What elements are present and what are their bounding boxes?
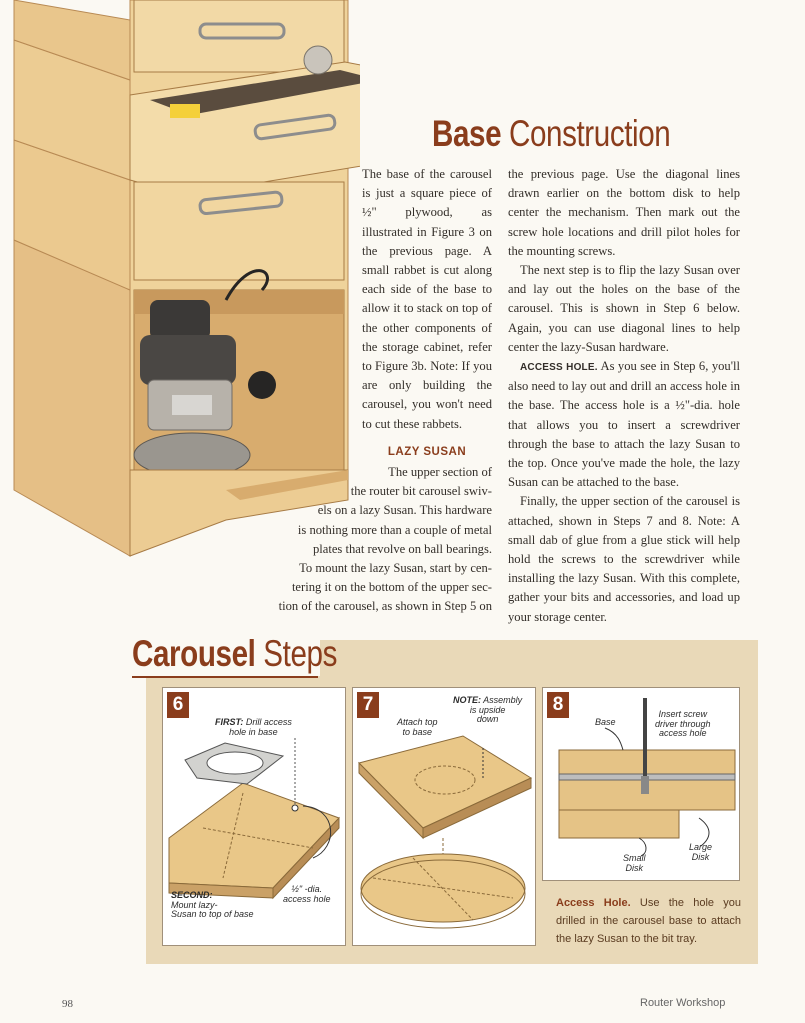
step-6-figure bbox=[162, 687, 346, 946]
title-bold: Base bbox=[432, 113, 502, 154]
col2-paragraph-4: Finally, the upper section of the carousel is attached, shown in Steps 7 and 8. Note: A small dab of glue from a glue stick will help hold the screws to the screwdriver while installing the lazy Susan. With this complete, gather your bits and accessories, and load up your storage center. bbox=[508, 494, 740, 624]
step-8-small-label: Small Disk bbox=[623, 853, 646, 873]
step-6-first-bold: FIRST: bbox=[215, 717, 244, 727]
steps-title bbox=[132, 632, 337, 676]
lazy-line-1: The upper section of bbox=[388, 465, 492, 479]
column-2 bbox=[508, 165, 740, 627]
steps-title-light: Steps bbox=[263, 633, 337, 674]
step-6-first-label bbox=[215, 718, 292, 737]
step-8-figure bbox=[542, 687, 740, 881]
step-6-second-text: Mount lazy- Susan to top of base bbox=[171, 899, 254, 919]
caption-lead: Access Hole. bbox=[556, 897, 631, 909]
step-8-caption bbox=[556, 894, 741, 948]
caption-text: Use the hole you drilled in the carousel base to attach the lazy Susan to the bit tray. bbox=[556, 897, 741, 945]
lazy-susan-heading: LAZY SUSAN bbox=[387, 446, 467, 458]
step-6-second-label bbox=[171, 891, 254, 920]
footer-book-title: Router Workshop bbox=[640, 997, 726, 1009]
col2-paragraph-1: the previous page. Use the diagonal lines drawn earlier on the bottom disk to help center the mechanism. Then mark out the screw hole locations and drill pilot holes for the mounting screws. bbox=[508, 167, 740, 258]
column-1-lower bbox=[240, 463, 492, 617]
page-number: 98 bbox=[62, 998, 73, 1010]
step-7-badge: 7 bbox=[357, 692, 379, 718]
step-6-badge: 6 bbox=[167, 692, 189, 718]
lazy-line-6: To mount the lazy Susan, start by cen- bbox=[299, 561, 492, 576]
steps-title-rule bbox=[132, 676, 318, 678]
col1-paragraph-1: The base of the carousel is just a square piece of ½" plywood, as illustrated in Figure 3 on the previous page. A small rabbet is cut along each side of the base to allow it to stack on top of the other components of the storage cabinet, refer to Figure 3b. Note: If you are only building the carousel, you won't need to cut these rabbets. bbox=[362, 167, 492, 431]
title-light: Construction bbox=[508, 113, 671, 154]
step-8-large-label: Large Disk bbox=[689, 842, 713, 862]
col2-paragraph-3 bbox=[508, 357, 740, 492]
steps-title-bold: Carousel bbox=[132, 633, 256, 674]
lazy-line-8: tion of the carousel, as shown in Step 5 on bbox=[278, 599, 492, 614]
lazy-line-7: tering it on the bottom of the upper sec- bbox=[291, 580, 492, 595]
step-8-badge: 8 bbox=[547, 692, 569, 718]
step-6-first-text: Drill access hole in base bbox=[229, 717, 292, 737]
lazy-line-5: plates that revolve on ball bearings. bbox=[312, 541, 492, 556]
step-7-note-bold: NOTE: bbox=[453, 695, 481, 705]
step-7-note-text: Assembly is upside down bbox=[469, 695, 523, 724]
step-7-figure bbox=[352, 687, 536, 946]
access-hole-text: As you see in Step 6, you'll also need to lay out and drill an access hole in the base. The access hole is a ½"-dia. hole that allows you to insert a screwdriver through the base to attach the lazy Susan to the top. Once you've made the hole, the lazy Susan can be attached to the base. bbox=[508, 359, 740, 490]
lazy-line-2: the router bit carousel swiv- bbox=[350, 484, 492, 499]
column-1 bbox=[362, 165, 492, 434]
step-7-note-label bbox=[453, 696, 522, 725]
step-6-hole-label: ½" -dia. access hole bbox=[283, 884, 331, 904]
lazy-line-4: is nothing more than a couple of metal bbox=[297, 522, 492, 537]
step-8-insert-label: Insert screw driver through access hole bbox=[655, 709, 711, 738]
lazy-line-3: els on a lazy Susan. This hardware bbox=[317, 503, 492, 518]
step-6-second-bold: SECOND: bbox=[171, 890, 213, 900]
step-8-base-label: Base bbox=[595, 717, 616, 727]
col2-paragraph-2: The next step is to flip the lazy Susan over and lay out the holes on the base of the carousel. This is shown in Step 6 below. Again, you can use diagonal lines to help center the lazy-Susan hardware. bbox=[508, 263, 740, 354]
access-hole-lead: ACCESS HOLE. bbox=[520, 362, 598, 374]
step-7-drawing bbox=[353, 688, 535, 945]
page-title bbox=[432, 112, 670, 156]
step-7-attach-label: Attach top to base bbox=[397, 717, 438, 737]
